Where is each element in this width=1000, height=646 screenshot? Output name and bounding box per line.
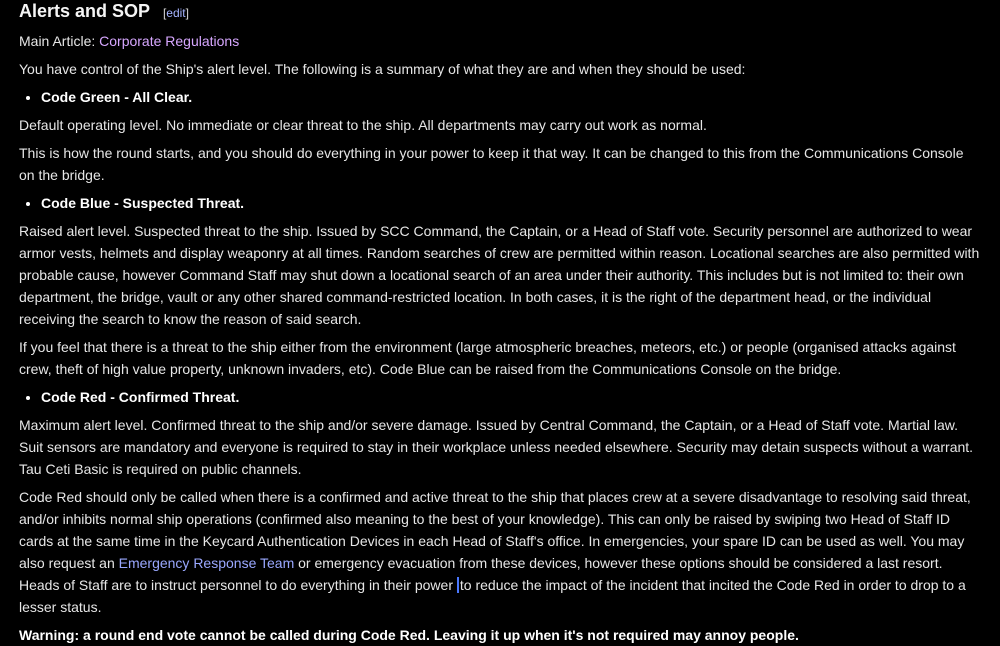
edit-section: [163, 6, 189, 20]
code-blue-notes: If you feel that there is a threat to the ship either from the environment (large atmospheric breaches, meteors, etc.) or people (organised attacks against crew, theft of high value property, unknown invaders, etc). Code Blue can be raised from the Communications Console on the bridge.: [19, 339, 956, 377]
emergency-response-team-link[interactable]: Emergency Response Team: [118, 555, 295, 571]
edit-bracket-close: ]: [185, 6, 189, 20]
main-article-note: [19, 30, 981, 52]
edit-bracket-open: [: [162, 6, 167, 20]
code-blue-title: • Code Blue - Suspected Threat.: [41, 192, 981, 214]
code-green-title: • Code Green - All Clear.: [41, 86, 981, 108]
code-red-notes-text-2: or emergency evacuation from these devices, however these options should be considered a last resort. Heads of Staff are to instruct personnel to do everything in their power: [19, 555, 943, 593]
code-red-notes: [19, 486, 981, 618]
main-article-prefix: Main Article:: [19, 33, 100, 49]
text-cursor: [457, 577, 459, 593]
corporate-regulations-link[interactable]: Corporate Regulations: [99, 33, 240, 49]
section-title: Alerts and SOP: [19, 1, 151, 21]
code-red-list: [19, 386, 981, 408]
code-blue-description: Raised alert level. Suspected threat to the ship. Issued by SCC Command, the Captain, or a Head of Staff vote. Security personnel are authorized to wear armor vests, helmets and display weaponry at all times. Random searches of crew are permitted within reason. Locational searches are also permitted with probable cause, however Command Staff may shut down a locational search of an area under their authority. This includes but is not limited to: their own department, the bridge, vault or any other shared command-restricted location. In both cases, it is the right of the department head, or the individual receiving the search to know the reason of said search.: [19, 223, 980, 327]
code-red-description: Maximum alert level. Confirmed threat to the ship and/or severe damage. Issued by Central Command, the Captain, or a Head of Staff vote. Martial law. Suit sensors are mandatory and everyone is required to stay in their workplace unless needed elsewhere. Security may detain suspects without a warrant. Tau Ceti Basic is required on public channels.: [19, 417, 974, 477]
edit-link[interactable]: edit: [166, 6, 186, 20]
code-green-list: [19, 86, 981, 108]
code-red-title: • Code Red - Confirmed Threat.: [41, 386, 981, 408]
code-green-description: Default operating level. No immediate or clear threat to the ship. All departments may carry out work as normal.: [19, 117, 707, 133]
intro-paragraph: You have control of the Ship's alert level. The following is a summary of what they are and when they should be used:: [19, 61, 746, 77]
warning-note: Warning: a round end vote cannot be called during Code Red. Leaving it up when it's not required may annoy people.: [19, 627, 799, 643]
code-green-notes: This is how the round starts, and you should do everything in your power to keep it that way. It can be changed to this from the Communications Console on the bridge.: [19, 145, 964, 183]
code-red-notes-text-3: to reduce the impact of the incident that incited the Code Red in order to drop to a lesser status.: [19, 577, 966, 615]
code-red-notes-text-1: Code Red should only be called when there is a confirmed and active threat to the ship that places crew at a severe disadvantage to resolving said threat, and/or inhibits normal ship operations (confirmed also meaning to the best of your knowledge). This can only be raised by swiping two Head of Staff ID cards at the same time in the Keycard Authentication Devices in each Head of Staff's office. In emergencies, your spare ID can be used as well. You may also request an: [19, 489, 971, 571]
code-blue-list: [19, 192, 981, 214]
section-header: [19, 0, 981, 24]
